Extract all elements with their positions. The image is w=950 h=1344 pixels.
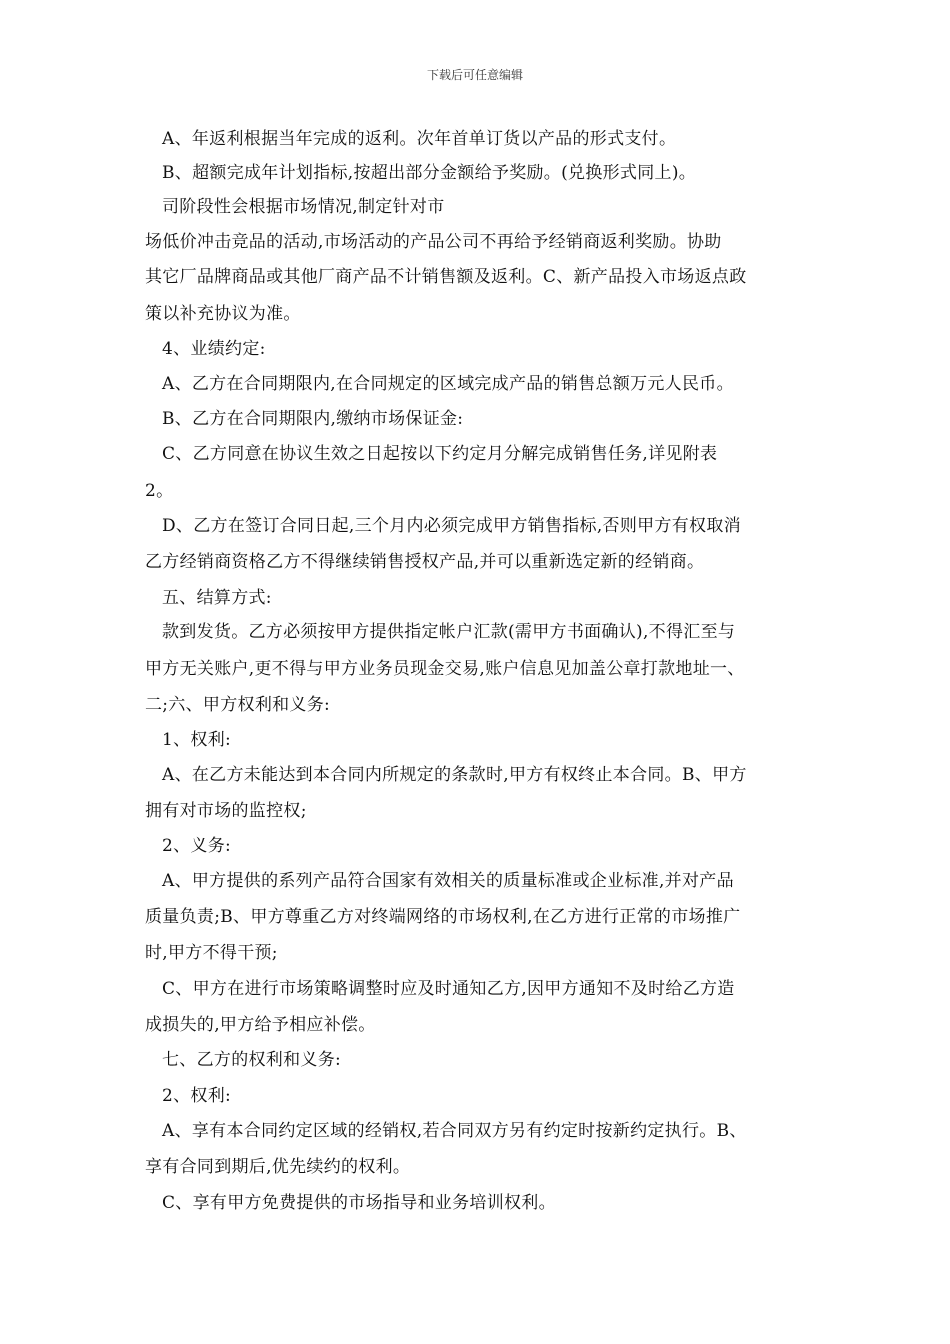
- text-line: 时,甲方不得干预;: [145, 943, 278, 963]
- text-line: D、乙方在签订合同日起,三个月内必须完成甲方销售指标,否则甲方有权取消: [162, 516, 741, 536]
- text-line: C、乙方同意在协议生效之日起按以下约定月分解完成销售任务,详见附表: [162, 444, 718, 464]
- text-line: 质量负责;B、甲方尊重乙方对终端网络的市场权利,在乙方进行正常的市场推广: [145, 907, 741, 927]
- text-line: 七、乙方的权利和义务:: [162, 1050, 342, 1070]
- text-line: A、享有本合同约定区域的经销权,若合同双方另有约定时按新约定执行。B、: [162, 1121, 747, 1141]
- text-line: 成损失的,甲方给予相应补偿。: [145, 1015, 376, 1035]
- text-line: 场低价冲击竞品的活动,市场活动的产品公司不再给予经销商返利奖励。协助: [145, 232, 722, 252]
- text-line: 其它厂品牌商品或其他厂商产品不计销售额及返利。C、新产品投入市场返点政: [145, 267, 747, 287]
- text-line: 拥有对市场的监控权;: [145, 801, 307, 821]
- text-line: C、甲方在进行市场策略调整时应及时通知乙方,因甲方通知不及时给乙方造: [162, 979, 735, 999]
- text-line: B、乙方在合同期限内,缴纳市场保证金:: [162, 409, 464, 429]
- text-line: 款到发货。乙方必须按甲方提供指定帐户汇款(需甲方书面确认),不得汇至与: [162, 622, 736, 642]
- text-line: 二;六、甲方权利和义务:: [145, 695, 331, 715]
- text-line: B、超额完成年计划指标,按超出部分金额给予奖励。(兑换形式同上)。: [162, 163, 697, 183]
- text-line: 2。: [145, 481, 174, 501]
- text-line: C、享有甲方免费提供的市场指导和业务培训权利。: [162, 1193, 556, 1213]
- text-line: 2、权利:: [162, 1086, 232, 1106]
- text-line: 司阶段性会根据市场情况,制定针对市: [162, 197, 445, 217]
- text-line: A、年返利根据当年完成的返利。次年首单订货以产品的形式支付。: [162, 129, 677, 149]
- text-line: 享有合同到期后,优先续约的权利。: [145, 1157, 411, 1177]
- page-header: 下载后可任意编辑: [426, 68, 523, 82]
- text-line: 2、义务:: [162, 836, 232, 856]
- text-line: 策以补充协议为准。: [145, 304, 301, 324]
- text-line: A、甲方提供的系列产品符合国家有效相关的质量标准或企业标准,并对产品: [162, 871, 734, 891]
- text-line: 五、结算方式:: [162, 588, 272, 608]
- text-line: 甲方无关账户,更不得与甲方业务员现金交易,账户信息见加盖公章打款地址一、: [145, 659, 745, 679]
- text-line: 乙方经销商资格乙方不得继续销售授权产品,并可以重新选定新的经销商。: [145, 552, 705, 572]
- text-line: 1、权利:: [162, 730, 232, 750]
- text-line: A、在乙方未能达到本合同内所规定的条款时,甲方有权终止本合同。B、甲方: [162, 765, 747, 785]
- text-line: 4、业绩约定:: [162, 339, 266, 359]
- text-line: A、乙方在合同期限内,在合同规定的区域完成产品的销售总额万元人民币。: [162, 374, 734, 394]
